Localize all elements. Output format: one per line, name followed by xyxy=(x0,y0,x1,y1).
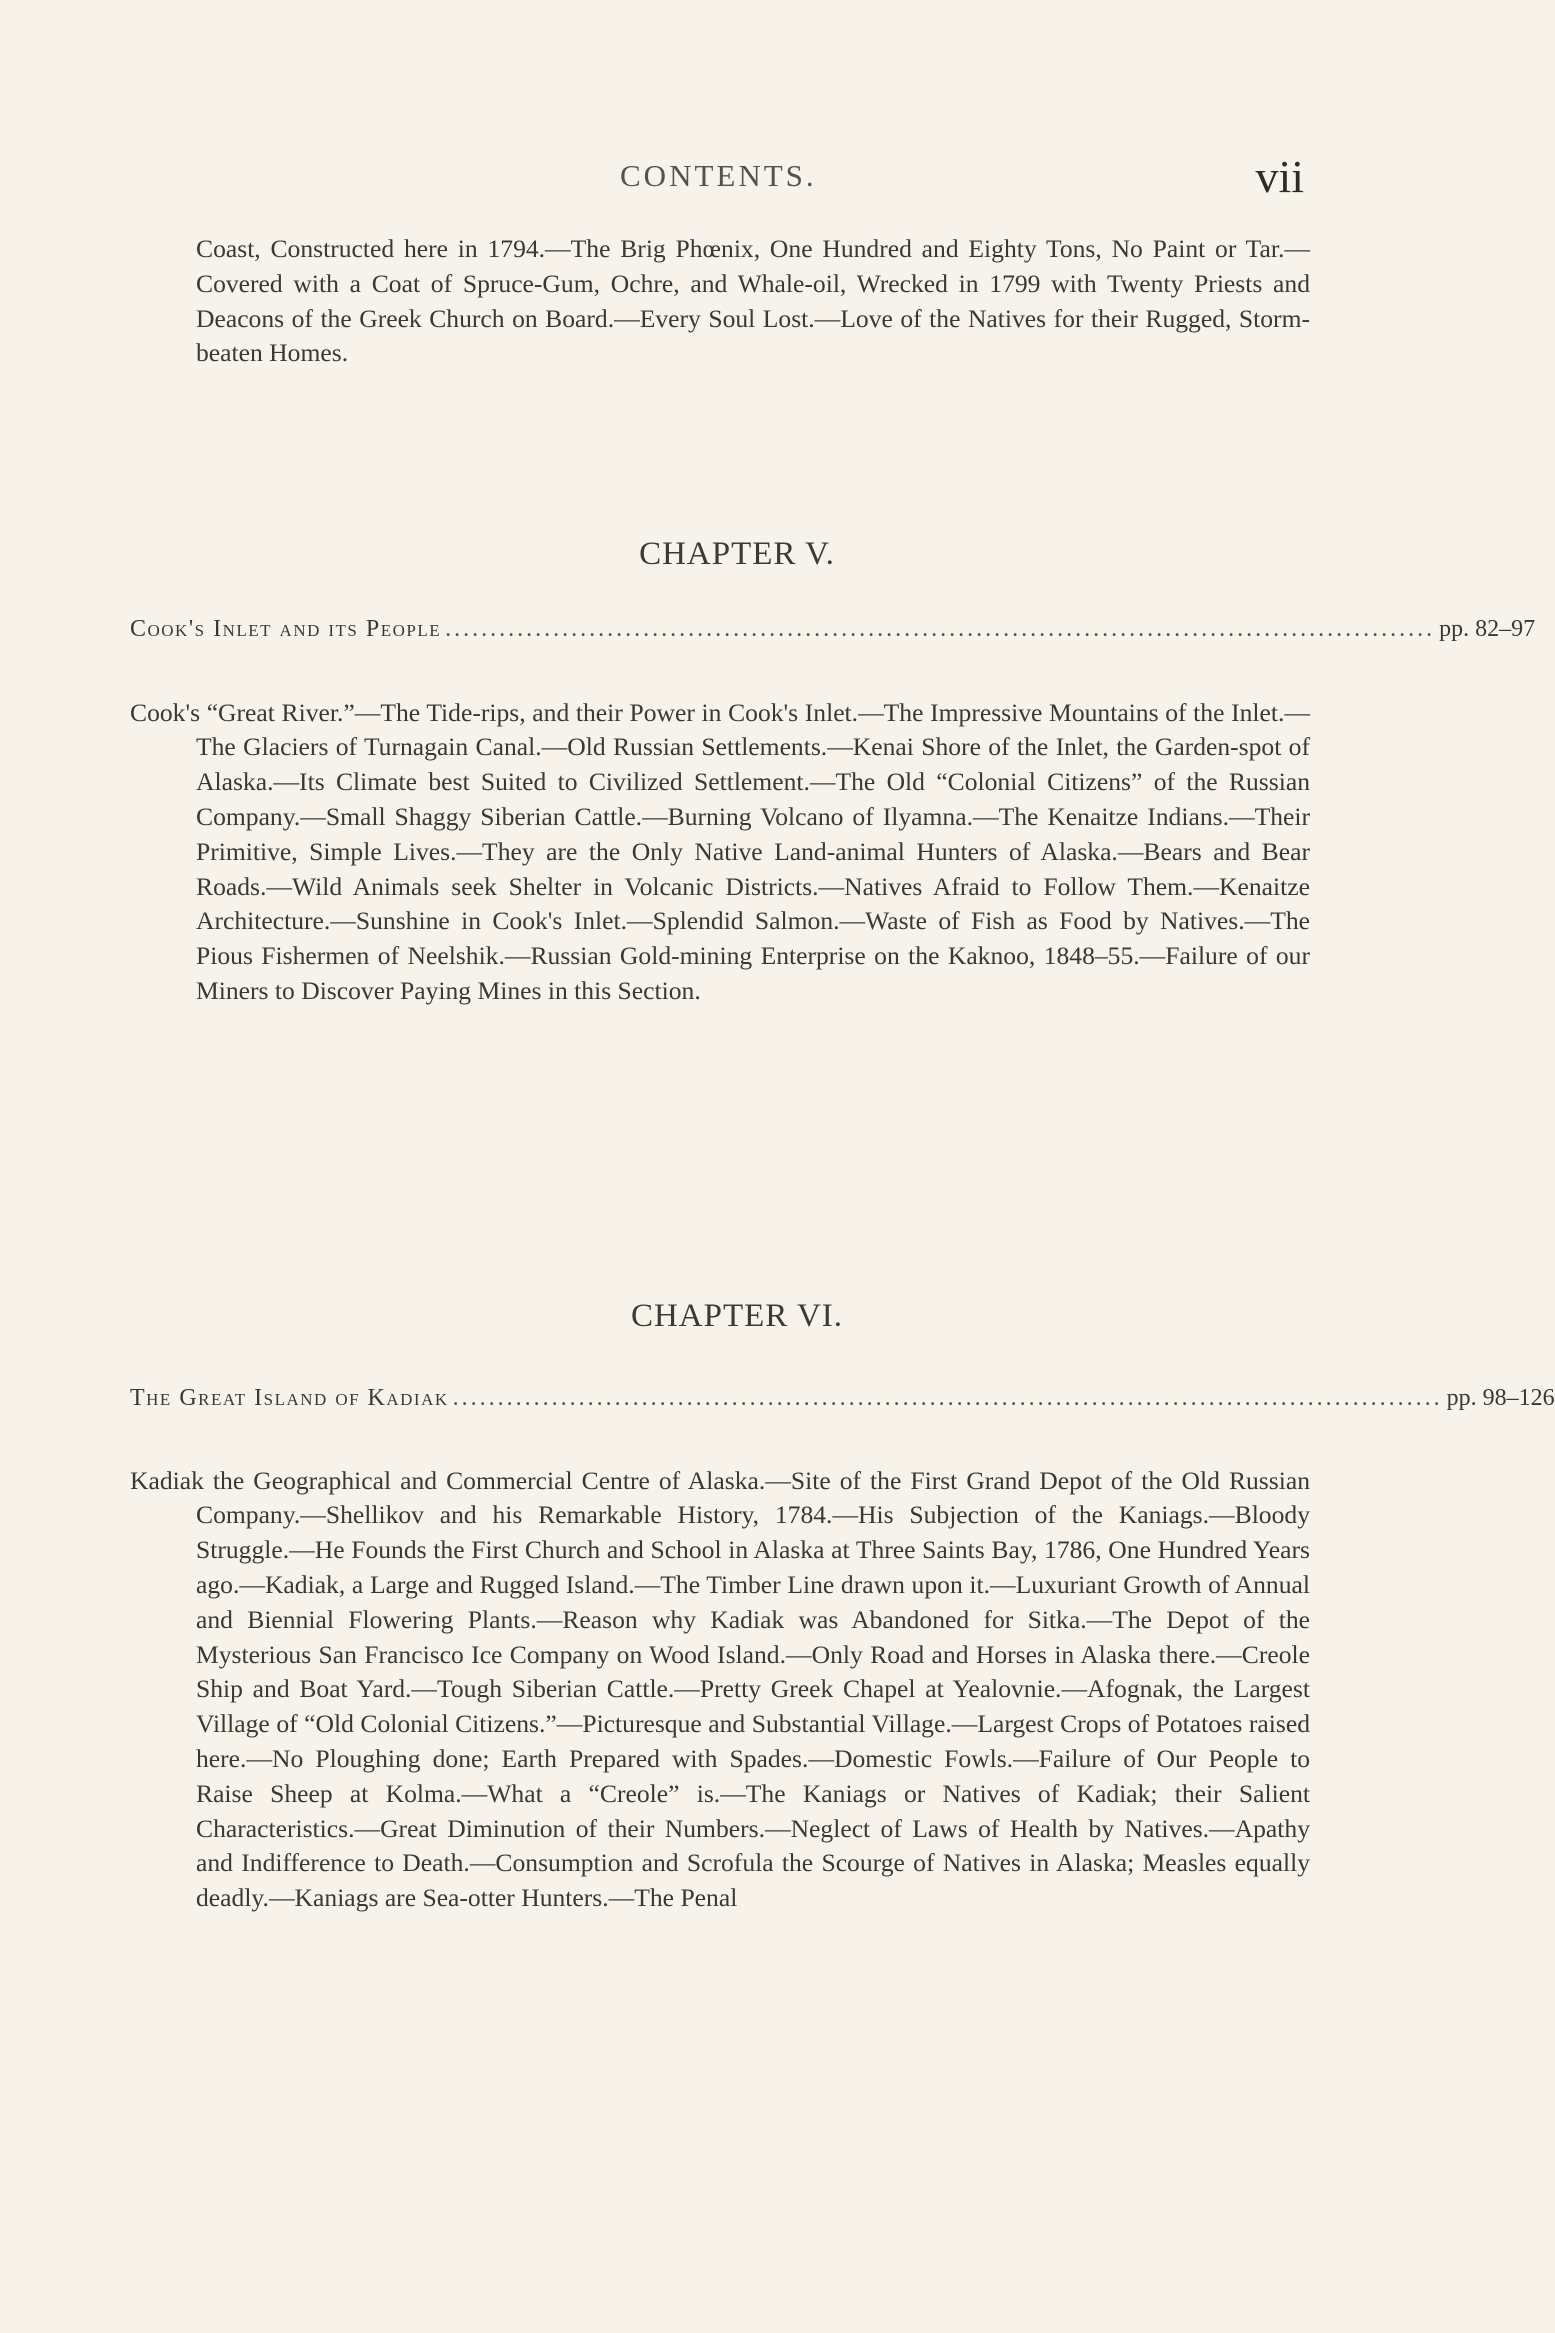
toc-entry xyxy=(130,1385,1555,1412)
chapter-summary-text: Kadiak the Geographical and Commercial Centre of Alaska.—Site of the First Grand Depot of the Old Russian Company.—Shellikov and his Remarkable History, 1784.—His Subjection of the Kaniags.—Bloody Struggle.—He Founds the First Church and School in Alaska at Three Saints Bay, 1786, One Hundred Years ago.—Kadiak, a Large and Rugged Island.—The Timber Line drawn upon it.—Luxuriant Growth of Annual and Biennial Flowering Plants.—Reason why Kadiak was Abandoned for Sitka.—The Depot of the Mysterious San Francisco Ice Company on Wood Island.—Only Road and Horses in Alaska there.—Creole Ship and Boat Yard.—Tough Siberian Cattle.—Pretty Greek Chapel at Yealovnie.—Afognak, the Largest Village of “Old Colonial Citizens.”—Picturesque and Substantial Village.—Largest Crops of Potatoes raised here.—No Ploughing done; Earth Prepared with Spades.—Domestic Fowls.—Failure of Our People to Raise Sheep at Kolma.—What a “Creole” is.—The Kaniags or Natives of Kadiak; their Salient Characteristics.—Great Diminution of their Numbers.—Neglect of Laws of Health by Natives.—Apathy and Indifference to Death.—Consumption and Scrofula the Scourge of Natives in Alaska; Measles equally deadly.—Kaniags are Sea-otter Hunters.—The Penal xyxy=(130,1465,1310,1913)
chapter-heading: CHAPTER V. xyxy=(639,536,835,572)
chapter-title: Cook's Inlet and its People xyxy=(130,616,442,642)
running-title: CONTENTS. xyxy=(620,158,817,193)
chapter-summary xyxy=(130,670,1310,1034)
chapter-title: The Great Island of Kadiak xyxy=(130,1385,449,1411)
toc-entry xyxy=(130,616,1536,643)
chapter-summary xyxy=(130,1438,1310,1942)
chapter-heading: CHAPTER VI. xyxy=(630,1298,844,1334)
continuation-paragraph xyxy=(196,232,1310,371)
page-range: pp. 82–97 xyxy=(1439,616,1536,642)
leader-dots: .............................................................................................................. xyxy=(445,616,1436,642)
continuation-text: Coast, Constructed here in 1794.—The Brig Phœnix, One Hundred and Eighty Tons, No Paint or Tar.—Covered with a Coat of Spruce-Gum, Ochre, and Whale-oil, Wrecked in 1799 with Twenty Priests and Deacons of the Greek Church on Board.—Every Soul Lost.—Love of the Natives for their Rugged, Storm-beaten Homes. xyxy=(196,234,1310,368)
running-head xyxy=(0,150,1474,210)
chapter-summary-text: Cook's “Great River.”—The Tide-rips, and their Power in Cook's Inlet.—The Impressive Mountains of the Inlet.—The Glaciers of Turnagain Canal.—Old Russian Settlements.—Kenai Shore of the Inlet, the Garden-spot of Alaska.—Its Climate best Suited to Civilized Settlement.—The Old “Colonial Citizens” of the Russian Company.—Small Shaggy Siberian Cattle.—Burning Volcano of Ilyamna.—The Kenaitze Indians.—Their Primitive, Simple Lives.—They are the Only Native Land-animal Hunters of Alaska.—Bears and Bear Roads.—Wild Animals seek Shelter in Volcanic Districts.—Natives Afraid to Follow Them.—Kenaitze Architecture.—Sunshine in Cook's Inlet.—Splendid Salmon.—Waste of Fish as Food by Natives.—The Pious Fishermen of Neelshik.—Russian Gold-mining Enterprise on the Kaknoo, 1848–55.—Failure of our Miners to Discover Paying Mines in this Section. xyxy=(130,697,1310,1005)
page-range: pp. 98–126 xyxy=(1446,1385,1555,1411)
page-number: vii xyxy=(1255,151,1304,202)
leader-dots: .............................................................................................................. xyxy=(452,1385,1443,1411)
